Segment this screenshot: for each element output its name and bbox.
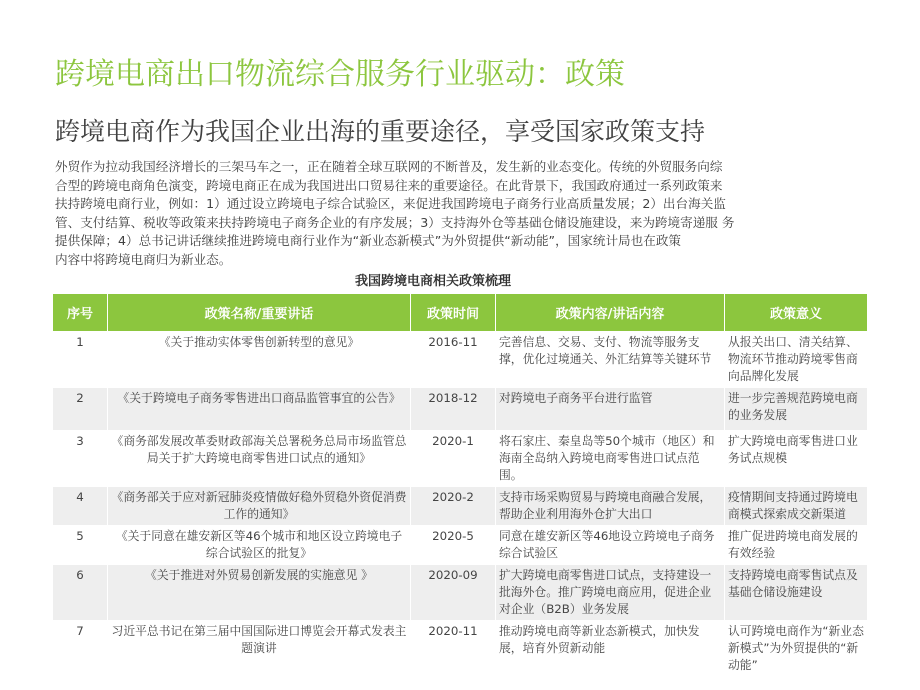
cell-number: 2 [53, 388, 108, 431]
cell-policy-meaning: 推广促进跨境电商发展的有效经验 [725, 526, 868, 565]
cell-policy-content: 完善信息、交易、支付、物流等服务支撑，优化过境通关、外汇结算等关键环节 [496, 332, 725, 388]
header-policy-content: 政策内容/讲话内容 [496, 294, 725, 332]
cell-policy-content: 对跨境电子商务平台进行监管 [496, 388, 725, 431]
cell-policy-meaning: 从报关出口、清关结算、物流环节推动跨境零售商向品牌化发展 [725, 332, 868, 388]
header-number: 序号 [53, 294, 108, 332]
cell-policy-date: 2018-12 [411, 388, 496, 431]
intro-paragraph [55, 158, 881, 269]
cell-policy-name: 习近平总书记在第三届中国国际进口博览会开幕式发表主题演讲 [108, 621, 411, 677]
header-policy-meaning: 政策意义 [725, 294, 868, 332]
cell-policy-date: 2020-09 [411, 565, 496, 621]
intro-line: 提供保障；4）总书记讲话继续推进跨境电商行业作为“新业态新模式”为外贸提供“新动能”，国家统计局也在政策 [55, 233, 682, 248]
table-row [53, 487, 868, 526]
cell-policy-meaning: 扩大跨境电商零售进口业务试点规模 [725, 431, 868, 487]
table-header-row [53, 294, 868, 332]
cell-policy-name: 《关于推进对外贸易创新发展的实施意见 》 [108, 565, 411, 621]
cell-policy-meaning: 疫情期间支持通过跨境电商模式探索成交新渠道 [725, 487, 868, 526]
intro-line: 扶持跨境电商行业，例如：1）通过设立跨境电子综合试验区，来促进我国跨境电子商务行业高质量发展；2）出台海关监 [55, 196, 726, 211]
cell-policy-date: 2020-5 [411, 526, 496, 565]
cell-policy-meaning: 进一步完善规范跨境电商的业务发展 [725, 388, 868, 431]
intro-line: 外贸作为拉动我国经济增长的三架马车之一，正在随着全球互联网的不断普及，发生新的业态变化。传统的外贸服务向综 [55, 159, 723, 174]
cell-policy-content: 扩大跨境电商零售进口试点，支持建设一批海外仓。推广跨境电商应用，促进企业对企业（B2B）业务发展 [496, 565, 725, 621]
intro-line: 内容中将跨境电商归为新业态。 [55, 251, 232, 267]
cell-policy-meaning: 认可跨境电商作为“新业态新模式”为外贸提供的“新动能” [725, 621, 868, 677]
cell-policy-content: 同意在雄安新区等46地设立跨境电子商务综合试验区 [496, 526, 725, 565]
table-row [53, 388, 868, 431]
table-caption: 我国跨境电商相关政策梳理 [355, 274, 512, 289]
cell-policy-name: 《商务部关于应对新冠肺炎疫情做好稳外贸稳外资促消费工作的通知》 [108, 487, 411, 526]
cell-policy-name: 《关于跨境电子商务零售进出口商品监管事宜的公告》 [108, 388, 411, 431]
header-policy-date: 政策时间 [411, 294, 496, 332]
cell-policy-content: 推动跨境电商等新业态新模式，加快发展，培育外贸新动能 [496, 621, 725, 677]
header-policy-name: 政策名称/重要讲话 [108, 294, 411, 332]
cell-policy-date: 2020-11 [411, 621, 496, 677]
cell-policy-content: 将石家庄、秦皇岛等50个城市（地区）和海南全岛纳入跨境电商零售进口试点范围。 [496, 431, 725, 487]
cell-number: 1 [53, 332, 108, 388]
intro-line: 合型的跨境电商角色演变，跨境电商正在成为我国进出口贸易往来的重要途径。在此背景下，我国政府通过一系列政策来 [55, 177, 723, 193]
cell-number: 6 [53, 565, 108, 621]
table-row [53, 431, 868, 487]
table-row [53, 526, 868, 565]
cell-number: 4 [53, 487, 108, 526]
cell-policy-meaning: 支持跨境电商零售试点及基础仓储设施建设 [725, 565, 868, 621]
cell-policy-date: 2020-2 [411, 487, 496, 526]
policy-table [52, 293, 868, 677]
table-row [53, 565, 868, 621]
cell-policy-name: 《关于推动实体零售创新转型的意见》 [108, 332, 411, 388]
cell-number: 5 [53, 526, 108, 565]
cell-policy-content: 支持市场采购贸易与跨境电商融合发展，帮助企业利用海外仓扩大出口 [496, 487, 725, 526]
table-row [53, 621, 868, 677]
page-title: 跨境电商出口物流综合服务行业驱动：政策 [55, 57, 625, 92]
cell-policy-date: 2016-11 [411, 332, 496, 388]
intro-line: 管、支付结算、税收等政策来扶持跨境电子商务企业的有序发展；3）支持海外仓等基础仓储设施建设，来为跨境寄递服 务 [55, 214, 735, 230]
cell-policy-name: 《商务部发展改革委财政部海关总署税务总局市场监管总局关于扩大跨境电商零售进口试点的通知》 [108, 431, 411, 487]
cell-number: 7 [53, 621, 108, 677]
table-row [53, 332, 868, 388]
cell-policy-date: 2020-1 [411, 431, 496, 487]
cell-number: 3 [53, 431, 108, 487]
page-subtitle: 跨境电商作为我国企业出海的重要途径，享受国家政策支持 [55, 117, 706, 146]
cell-policy-name: 《关于同意在雄安新区等46个城市和地区设立跨境电子综合试验区的批复》 [108, 526, 411, 565]
